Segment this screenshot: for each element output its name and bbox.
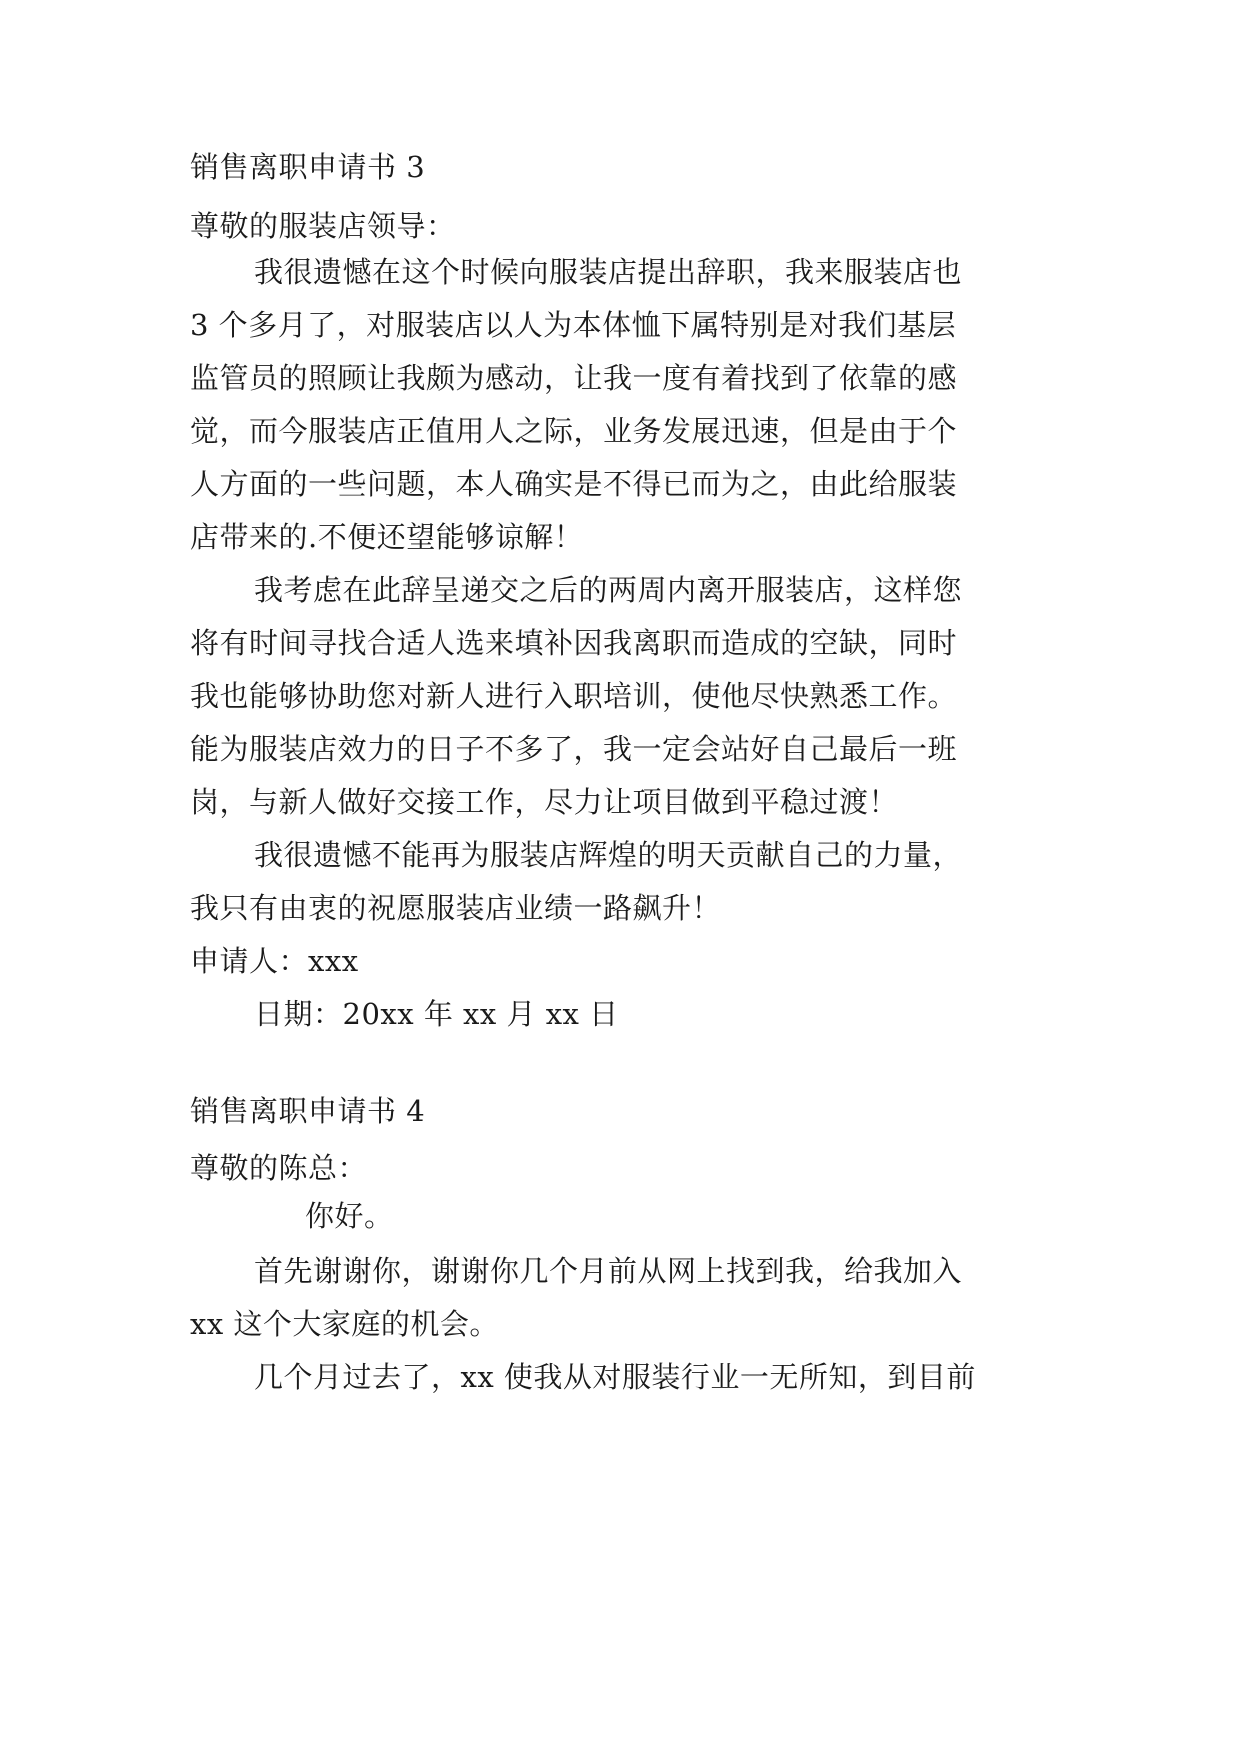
paragraph-line: 我很遗憾在这个时候向服装店提出辞职，我来服装店也: [254, 255, 963, 289]
paragraph-line: 我也能够协助您对新人进行入职培训，使他尽快熟悉工作。: [190, 679, 958, 713]
paragraph-line: 人方面的一些问题，本人确实是不得已而为之，由此给服装: [190, 467, 958, 501]
paragraph-line: 觉，而今服装店正值用人之际，业务发展迅速，但是由于个: [190, 414, 958, 448]
greeting: 你好。: [305, 1199, 394, 1233]
section-title: 销售离职申请书 4: [190, 1094, 426, 1128]
paragraph-line: 店带来的.不便还望能够谅解！: [190, 520, 584, 554]
salutation: 尊敬的服装店领导：: [190, 209, 456, 243]
applicant-line: 申请人：xxx: [190, 944, 359, 978]
paragraph-line: 岗，与新人做好交接工作，尽力让项目做到平稳过渡！: [190, 785, 899, 819]
section-title: 销售离职申请书 3: [190, 150, 426, 184]
paragraph-line: 能为服装店效力的日子不多了，我一定会站好自己最后一班: [190, 732, 958, 766]
paragraph-line: 将有时间寻找合适人选来填补因我离职而造成的空缺，同时: [190, 626, 958, 660]
paragraph-line: 几个月过去了，xx 使我从对服装行业一无所知，到目前: [254, 1360, 976, 1394]
paragraph-line: 首先谢谢你，谢谢你几个月前从网上找到我，给我加入: [254, 1254, 963, 1288]
paragraph-line: xx 这个大家庭的机会。: [190, 1307, 499, 1341]
paragraph-line: 3 个多月了，对服装店以人为本体恤下属特别是对我们基层: [190, 308, 957, 342]
paragraph-line: 监管员的照顾让我颇为感动，让我一度有着找到了依靠的感: [190, 361, 958, 395]
date-line: 日期：20xx 年 xx 月 xx 日: [254, 997, 619, 1031]
paragraph-line: 我只有由衷的祝愿服装店业绩一路飙升！: [190, 891, 722, 925]
paragraph-line: 我很遗憾不能再为服装店辉煌的明天贡献自己的力量，: [254, 838, 963, 872]
salutation: 尊敬的陈总：: [190, 1151, 368, 1185]
paragraph-line: 我考虑在此辞呈递交之后的两周内离开服装店，这样您: [254, 573, 963, 607]
